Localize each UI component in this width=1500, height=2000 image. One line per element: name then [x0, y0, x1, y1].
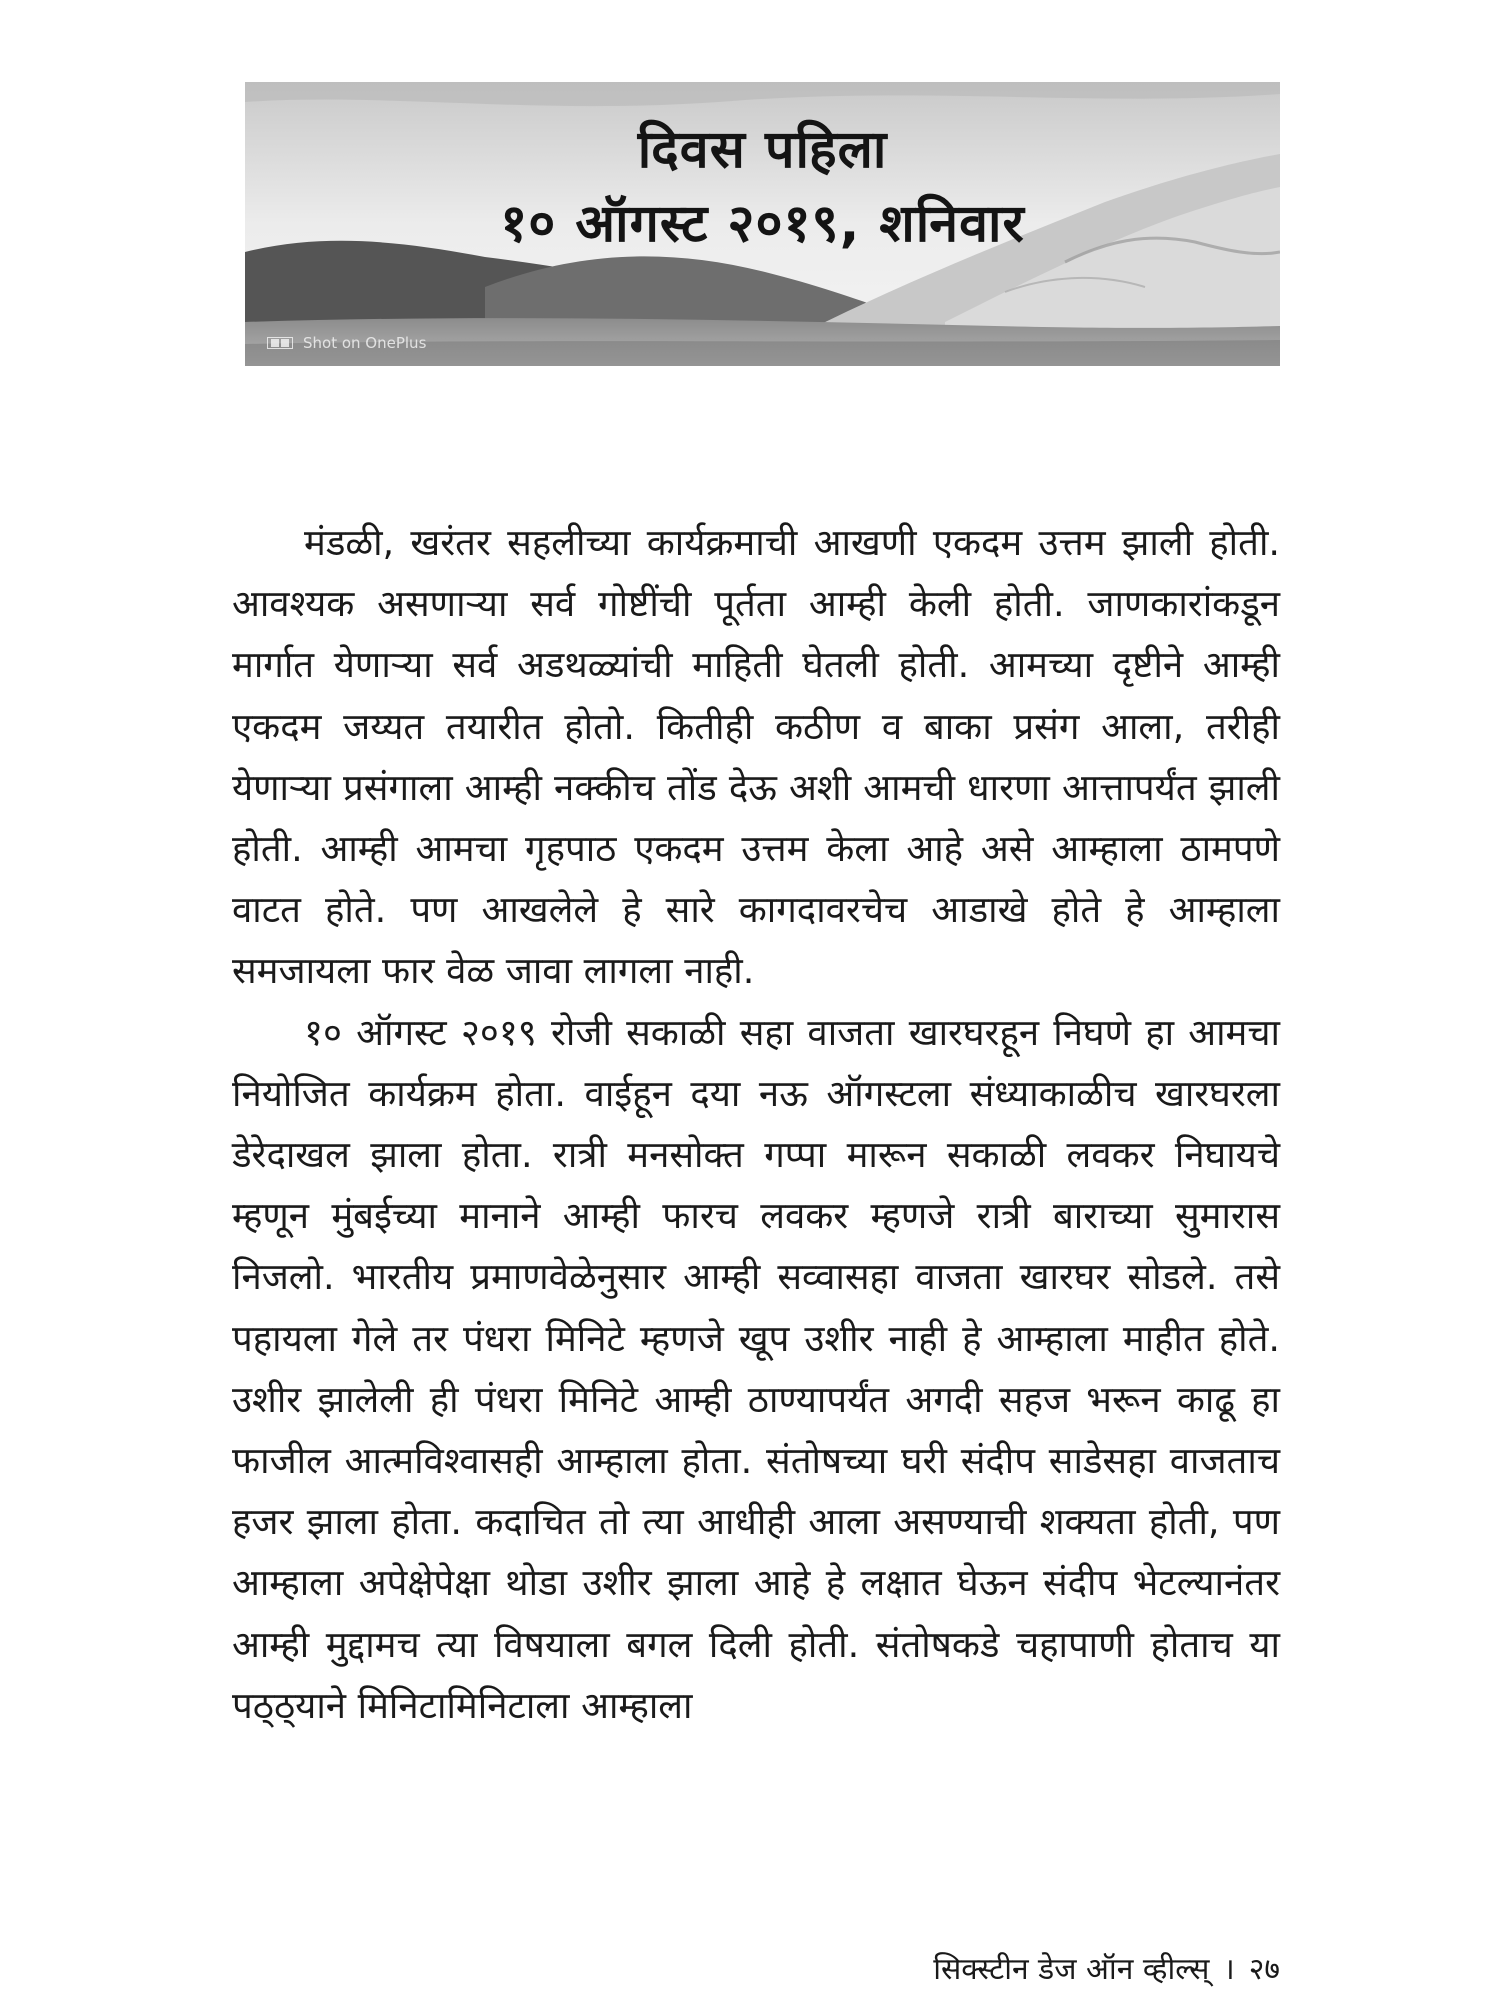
chapter-title: दिवस पहिला — [637, 120, 888, 180]
chapter-date: १० ऑगस्ट २०१९, शनिवार — [500, 194, 1025, 254]
footer-separator: । — [1223, 1952, 1235, 1987]
watermark-text: Shot on OnePlus — [303, 334, 427, 352]
book-title: सिक्स्टीन डेज ऑन व्हील्स् — [933, 1952, 1210, 1987]
photo-watermark — [267, 334, 426, 352]
page-number: २७ — [1248, 1952, 1280, 1987]
chapter-banner — [245, 82, 1280, 366]
article-body — [232, 512, 1280, 1736]
paragraph: मंडळी, खरंतर सहलीच्या कार्यक्रमाची आखणी एकदम उत्तम झाली होती. आवश्यक असणाऱ्या सर्व गोष्टींची पूर्तता आम्ही केली होती. जाणकारांकडून मार्गात येणाऱ्या सर्व अडथळ्यांची माहिती घेतली होती. आमच्या दृष्टीने आम्ही एकदम जय्यत तयारीत होतो. कितीही कठीण व बाका प्रसंग आला, तरीही येणाऱ्या प्रसंगाला आम्ही नक्कीच तोंड देऊ अशी आमची धारणा आत्तापर्यंत झाली होती. आम्ही आमचा गृहपाठ एकदम उत्तम केला आहे असे आम्हाला ठामपणे वाटत होते. पण आखलेले हे सारे कागदावरचेच आडाखे होते हे आम्हाला समजायला फार वेळ जावा लागला नाही. — [232, 521, 1280, 993]
camera-icon — [267, 337, 293, 349]
page-footer — [933, 1947, 1280, 1988]
paragraph: १० ऑगस्ट २०१९ रोजी सकाळी सहा वाजता खारघरहून निघणे हा आमचा नियोजित कार्यक्रम होता. वाईहून दया नऊ ऑगस्टला संध्याकाळीच खारघरला डेरेदाखल झाला होता. रात्री मनसोक्त गप्पा मारून सकाळी लवकर निघायचे म्हणून मुंबईच्या मानाने आम्ही फारच लवकर म्हणजे रात्री बाराच्या सुमारास निजलो. भारतीय प्रमाणवेळेनुसार आम्ही सव्वासहा वाजता खारघर सोडले. तसे पहायला गेले तर पंधरा मिनिटे म्हणजे खूप उशीर नाही हे आम्हाला माहीत होते. उशीर झालेली ही पंधरा मिनिटे आम्ही ठाण्यापर्यंत अगदी सहज भरून काढू हा फाजील आत्मविश्वासही आम्हाला होता. संतोषच्या घरी संदीप साडेसहा वाजताच हजर झाला होता. कदाचित तो त्या आधीही आला असण्याची शक्यता होती, पण आम्हाला अपेक्षेपेक्षा थोडा उशीर झाला आहे हे लक्षात घेऊन संदीप भेटल्यानंतर आम्ही मुद्दामच त्या विषयाला बगल दिली होती. संतोषकडे चहापाणी होताच या पठ्ठ्याने मिनिटामिनिटाला आम्हाला — [232, 1010, 1280, 1727]
